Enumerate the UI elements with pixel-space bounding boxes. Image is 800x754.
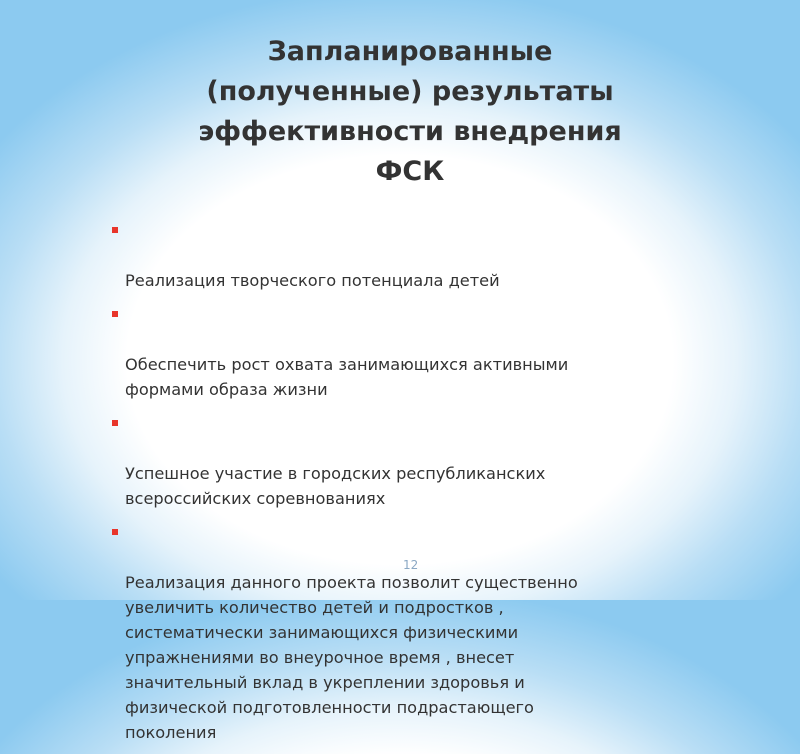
list-item [112,520,682,745]
bullet-marker-icon [112,227,118,233]
page-number: 12 [403,558,419,572]
bullet-text: Реализация творческого потенциала детей [125,271,500,290]
list-item [112,218,682,293]
bullet-list [112,218,682,754]
bullet-text: Реализация данного проекта позволит существенно увеличить количество детей и подростков , систематически занимающихся физическими упражнениями во внеурочное время , внесет значительный вклад в укреплении здоровья и физической подготовленности подрастающего поколения [125,573,578,742]
list-item [112,302,682,402]
bullet-text: Успешное участие в городских республиканских всероссийских соревнованиях [125,464,546,508]
bullet-marker-icon [112,311,118,317]
bullet-text: Обеспечить рост охвата занимающихся активными формами образа жизни [125,355,569,399]
bullet-marker-icon [112,420,118,426]
bullet-marker-icon [112,529,118,535]
list-item [112,411,682,511]
slide-title: Запланированные (полученные) результаты эффективности внедрения ФСК [198,36,622,187]
